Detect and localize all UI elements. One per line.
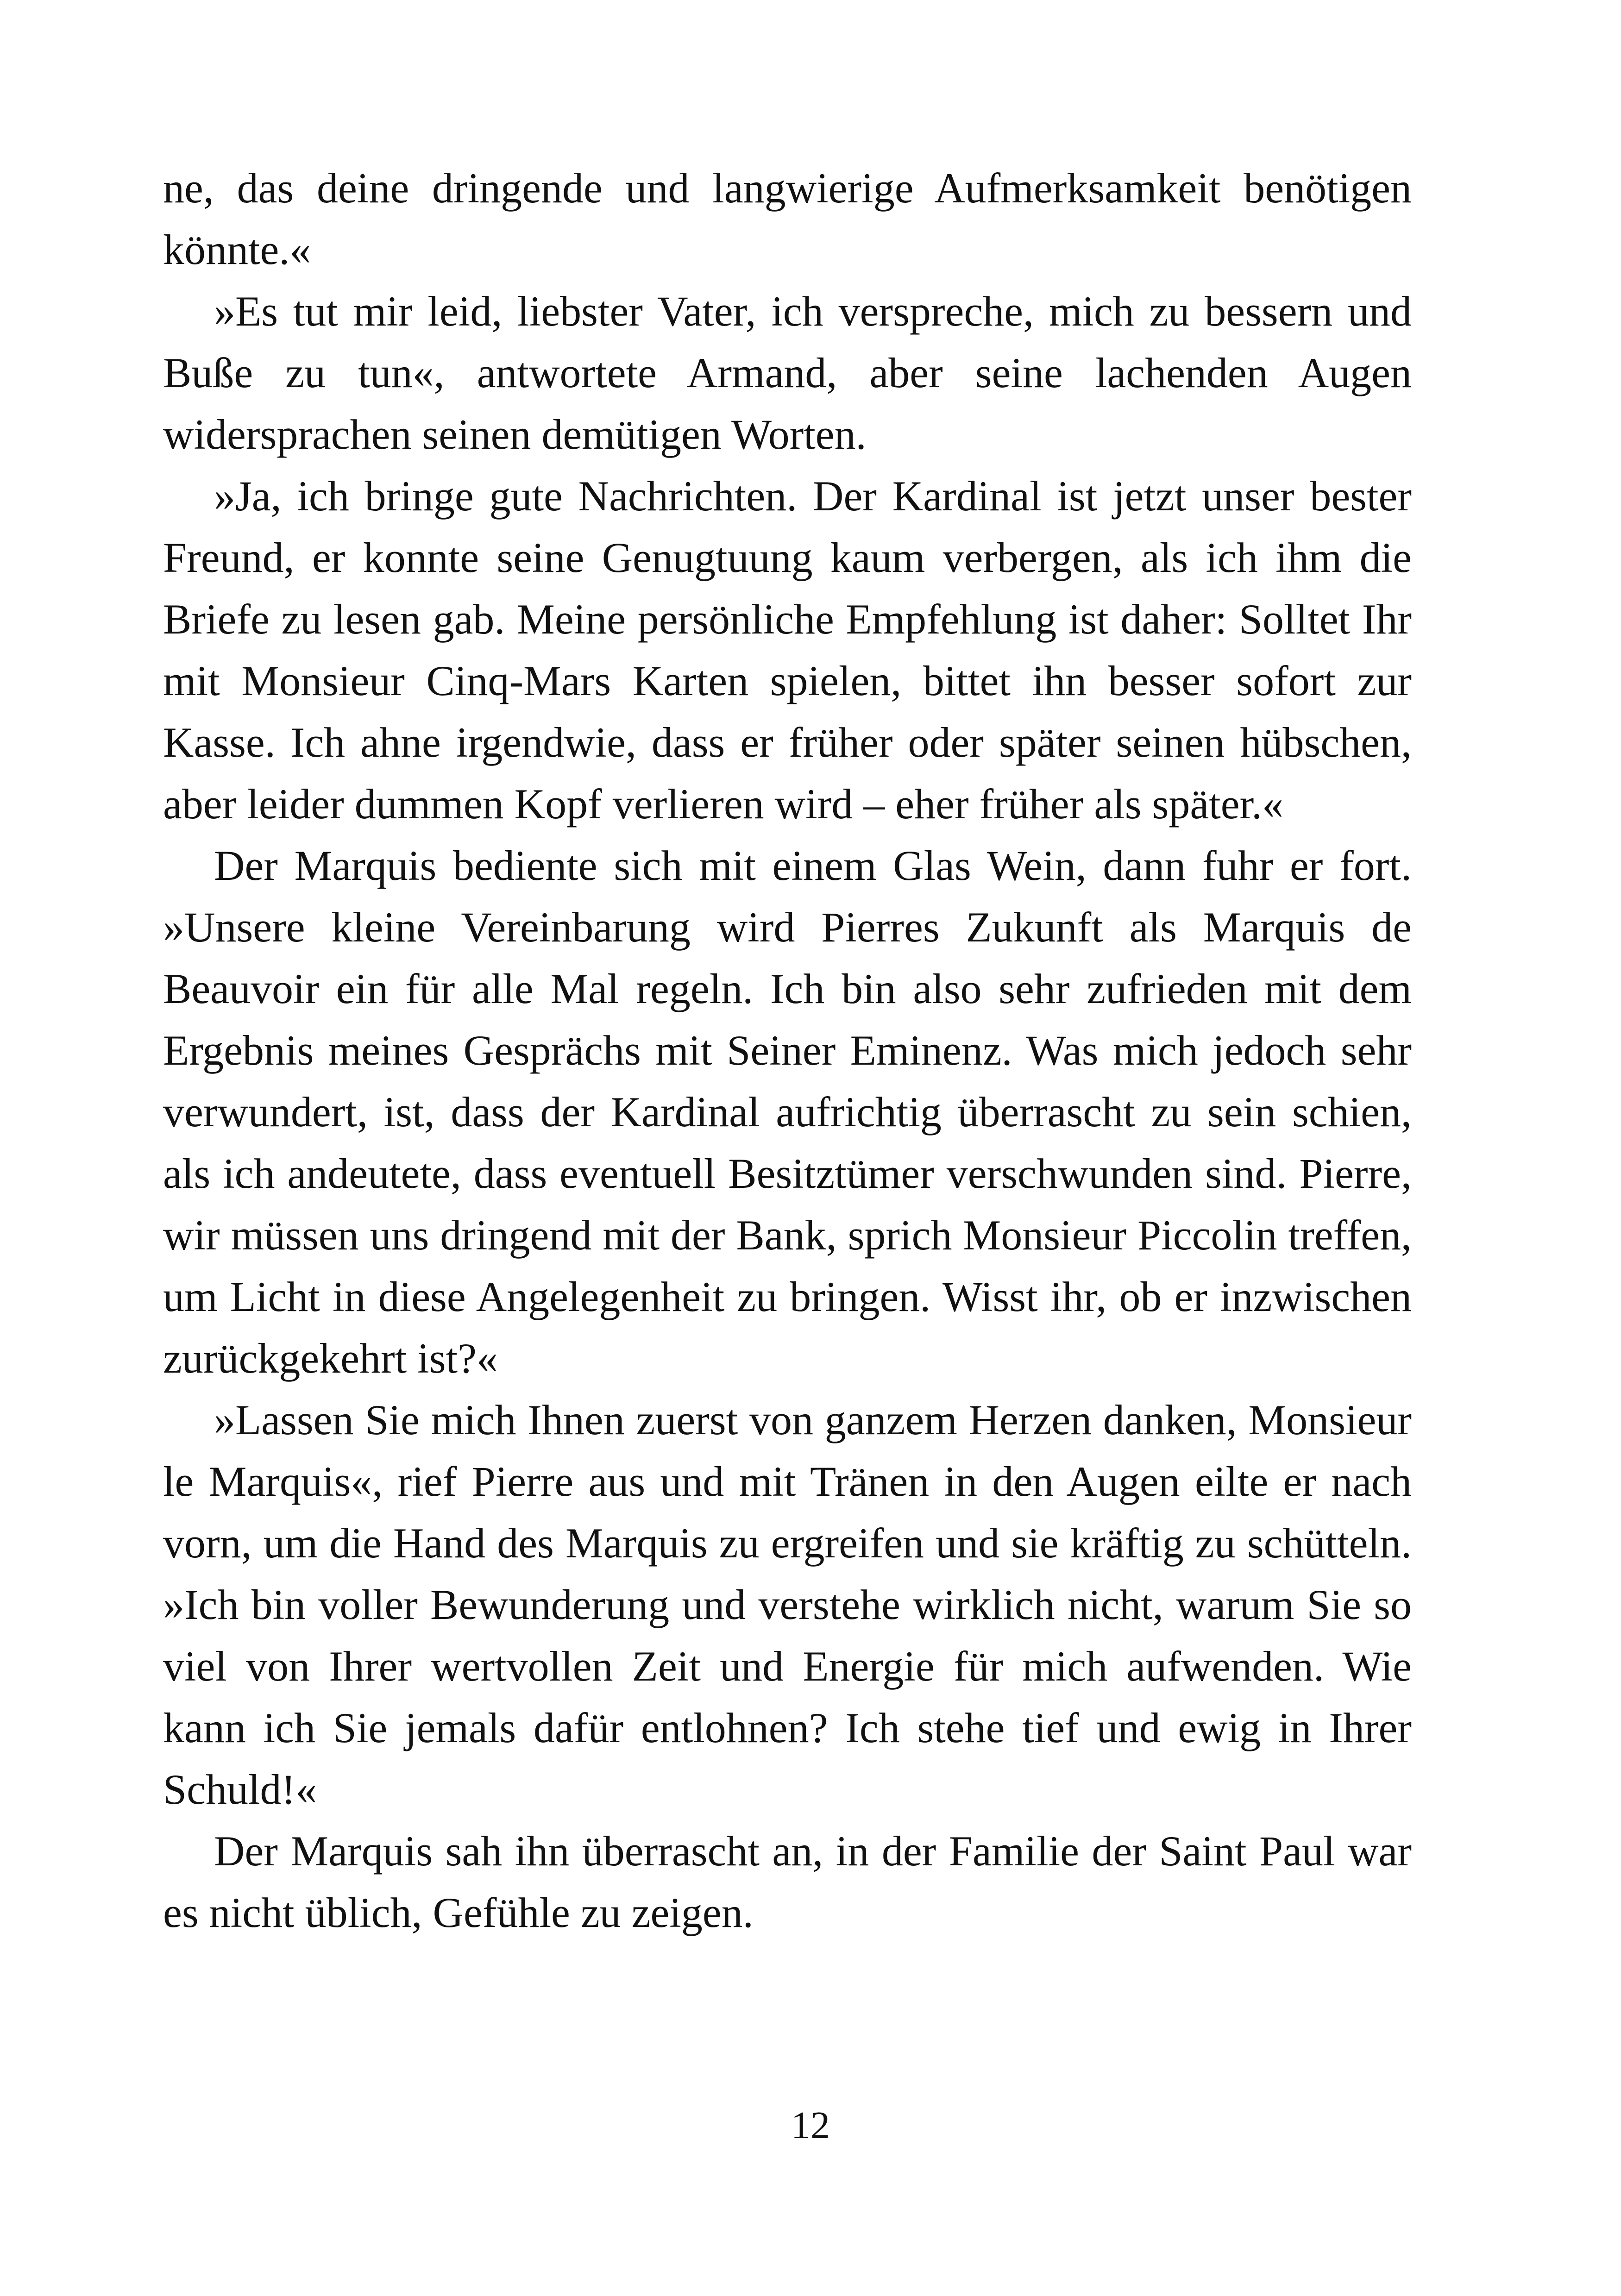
- paragraph: Der Marquis sah ihn überrascht an, in der Familie der Saint Paul war es nicht üblich, Gefühle zu zeigen.: [163, 1827, 1412, 1936]
- paragraph: »Es tut mir leid, liebster Vater, ich verspreche, mich zu bessern und Buße zu tun«, antwortete Armand, aber seine lachenden Augen widersprachen seinen demütigen Worten.: [163, 288, 1412, 458]
- body-text: [163, 157, 1412, 1944]
- paragraph: ne, das deine dringende und langwierige Aufmerksamkeit benötigen könnte.«: [163, 164, 1412, 273]
- paragraph: Der Marquis bediente sich mit einem Glas Wein, dann fuhr er fort. »Unsere kleine Vereinbarung wird Pierres Zukunft als Marquis de Beauvoir ein für alle Mal regeln. Ich bin also sehr zufrieden mit dem Ergebnis meines Gesprächs mit Seiner Eminenz. Was mich jedoch sehr verwundert, ist, dass der Kardinal aufrichtig überrascht zu sein schien, als ich andeutete, dass eventuell Besitztümer verschwunden sind. Pierre, wir müssen uns dringend mit der Bank, sprich Monsieur Piccolin treffen, um Licht in diese Angelegenheit zu bringen. Wisst ihr, ob er inzwischen zurückgekehrt ist?«: [163, 842, 1412, 1382]
- paragraph: »Lassen Sie mich Ihnen zuerst von ganzem Herzen danken, Monsieur le Marquis«, rief Pierre aus und mit Tränen in den Augen eilte er nach vorn, um die Hand des Marquis zu ergreifen und sie kräftig zu schütteln. »Ich bin voller Bewunderung und verstehe wirklich nicht, warum Sie so viel von Ihrer wertvollen Zeit und Energie für mich aufwenden. Wie kann ich Sie jemals dafür entlohnen? Ich stehe tief und ewig in Ihrer Schuld!«: [163, 1396, 1412, 1813]
- paragraph: »Ja, ich bringe gute Nachrichten. Der Kardinal ist jetzt unser bester Freund, er konnte seine Genugtuung kaum verbergen, als ich ihm die Briefe zu lesen gab. Meine persönliche Empfehlung ist daher: Solltet Ihr mit Monsieur Cinq-Mars Karten spielen, bittet ihn besser sofort zur Kasse. Ich ahne irgendwie, dass er früher oder später seinen hübschen, aber leider dummen Kopf verlieren wird – eher früher als später.«: [163, 472, 1412, 828]
- page-number: 12: [791, 2104, 830, 2147]
